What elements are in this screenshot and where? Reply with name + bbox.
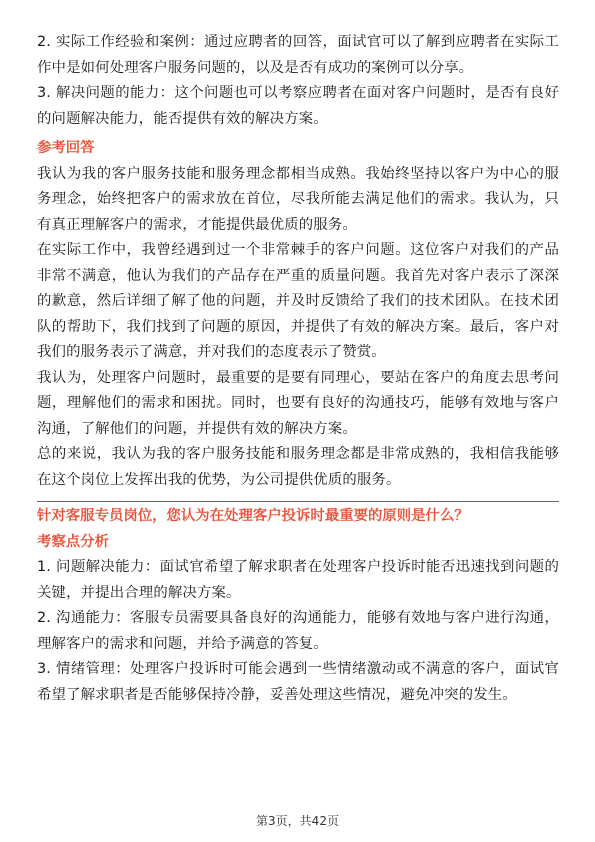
criteria-item-3: 3. 解决问题的能力：这个问题也可以考察应聘者在面对客户问题时，是否有良好的问题解决能力，能否提供有效的解决方案。: [37, 85, 559, 127]
answer-paragraph: 我认为我的客户服务技能和服务理念都相当成熟。我始终坚持以客户为中心的服务理念，始终把客户的需求放在首位，尽我所能去满足他们的需求。我认为，只有真正理解客户的需求，才能提供最优质的服务。: [37, 165, 559, 233]
section-divider: [37, 501, 559, 502]
analysis-item-1: 1. 问题解决能力：面试官希望了解求职者在处理客户投诉时能否迅速找到问题的关键，并提出合理的解决方案。: [37, 559, 559, 601]
analysis-item-2: 2. 沟通能力：客服专员需要具备良好的沟通能力，能够有效地与客户进行沟通，理解客户的需求和问题，并给予满意的答复。: [37, 610, 559, 652]
page-number: 第3页，共42页: [256, 814, 339, 828]
answer-paragraph: 总的来说，我认为我的客户服务技能和服务理念都是非常成熟的，我相信我能够在这个岗位上发挥出我的优势，为公司提供优质的服务。: [37, 446, 559, 488]
answer-paragraph: 我认为，处理客户问题时，最重要的是要有同理心，要站在客户的角度去思考问题，理解他们的需求和困扰。同时，也要有良好的沟通技巧，能够有效地与客户沟通，了解他们的问题，并提供有效的解决方案。: [37, 369, 559, 437]
question-title: 针对客服专员岗位，您认为在处理客户投诉时最重要的原则是什么？: [37, 508, 469, 524]
document-page: [37, 30, 559, 708]
answer-paragraph: 在实际工作中，我曾经遇到过一个非常棘手的客户问题。这位客户对我们的产品非常不满意，他认为我们的产品存在严重的质量问题。我首先对客户表示了深深的歉意，然后详细了解了他的问题，并及时反馈给了我们的技术团队。在技术团队的帮助下，我们找到了问题的原因，并提供了有效的解决方案。最后，客户对我们的服务表示了满意，并对我们的态度表示了赞赏。: [37, 242, 559, 360]
analysis-item-3: 3. 情绪管理：处理客户投诉时可能会遇到一些情绪激动或不满意的客户，面试官希望了解求职者是否能够保持冷静，妥善处理这些情况，避免冲突的发生。: [37, 661, 559, 703]
analysis-heading: 考察点分析: [37, 533, 109, 550]
criteria-item-2: 2. 实际工作经验和案例：通过应聘者的回答，面试官可以了解到应聘者在实际工作中是如何处理客户服务问题的，以及是否有成功的案例可以分享。: [37, 34, 559, 76]
reference-answer-heading: 参考回答: [37, 140, 95, 156]
